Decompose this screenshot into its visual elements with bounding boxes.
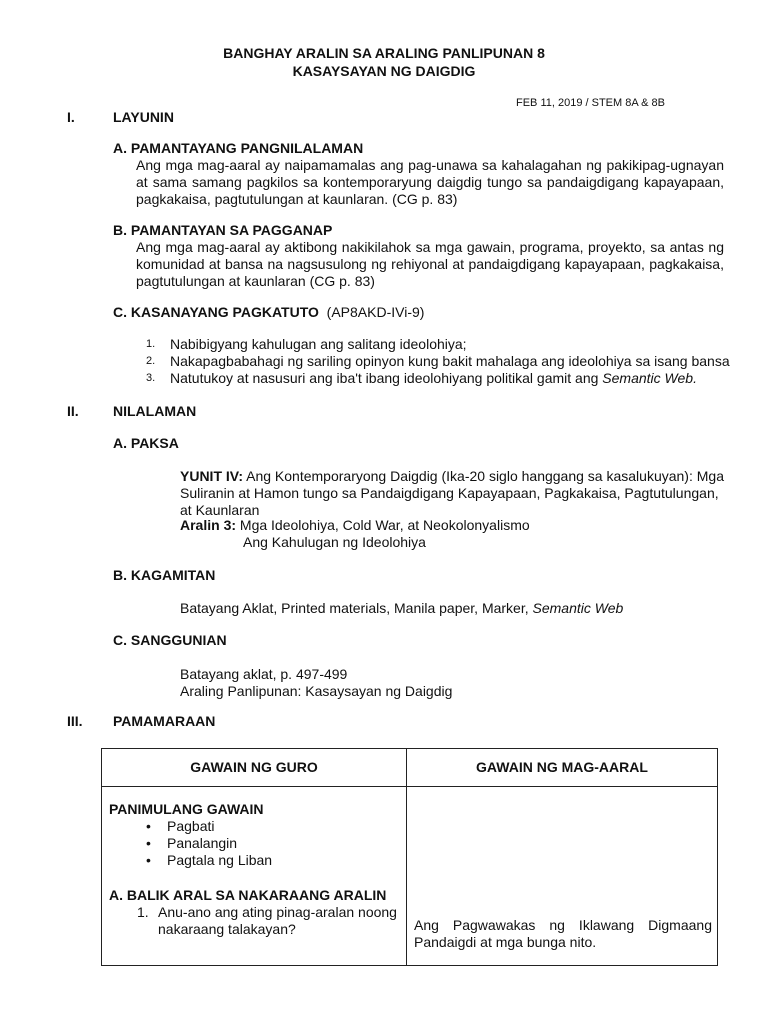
topic-lesson-sub: Ang Kahulugan ng Ideolohiya [243, 534, 426, 550]
section-1a-heading: A. PAMANTAYANG PANGNILALAMAN [113, 140, 364, 156]
section-2b-heading: B. KAGAMITAN [113, 567, 216, 583]
student-activity-cell [407, 787, 718, 966]
list-item: • Panalangin [146, 835, 238, 851]
topic-lesson: Aralin 3: Mga Ideolohiya, Cold War, at Neokolonyalismo [180, 517, 530, 533]
table-header-student: GAWAIN NG MAG-AARAL [407, 749, 718, 787]
section-2-title: NILALAMAN [113, 403, 197, 419]
objectives-list [137, 336, 730, 387]
section-1b-text: Ang mga mag-aaral ay aktibong nakikilahok sa mga gawain, programa, proyekto, sa antas ng komunidad at bansa na nagsusulong ng rehiyonal at pandaigdigang kapayapaan, pagkakaisa, pagtutulungan at kaunlaran (CG p. 83) [136, 239, 724, 289]
objective-item: 3. Natutukoy at nasusuri ang iba't ibang ideolohiyang politikal gamit ang Semantic Web. [146, 370, 697, 386]
section-1c-heading [113, 304, 424, 321]
review-question-number: 1. [137, 904, 149, 920]
list-item: • Pagtala ng Liban [146, 852, 273, 868]
document-title: BANGHAY ARALIN SA ARALING PANLIPUNAN 8 [223, 45, 545, 61]
competency-code: (AP8AKD-IVi-9) [326, 304, 425, 320]
opening-activity-list [102, 818, 402, 869]
materials-text: Batayang Aklat, Printed materials, Manila paper, Marker, Semantic Web [180, 600, 624, 616]
objective-item: 2. Nakapagbabahagi ng sariling opinyon kung bakit mahalaga ang ideolohiya sa isang bansa [146, 353, 730, 369]
date-line: FEB 11, 2019 / STEM 8A & 8B [516, 97, 665, 109]
student-answer: Ang Pagwawakas ng Iklawang Digmaang Pandaigdi at mga bunga nito. [414, 917, 712, 950]
opening-activity-heading: PANIMULANG GAWAIN [109, 801, 264, 817]
section-1a-text: Ang mga mag-aaral ay naipamamalas ang pag-unawa sa kahalagahan ng pakikipag-ugnayan at sama samang pagkilos sa kontemporaryung daigdig tungo sa pandaigdigang kapayapaan, pagkakaisa, pagtutulungan at kaunlaran. (CG p. 83) [136, 157, 724, 207]
section-3-number: III. [67, 713, 83, 729]
section-2a-heading: A. PAKSA [113, 435, 179, 451]
list-item: • Pagbati [146, 818, 215, 834]
review-question: Anu-ano ang ating pinag-aralan noong nakaraang talakayan? [158, 904, 397, 937]
section-1-number: I. [67, 109, 75, 125]
teacher-activity-cell [102, 787, 407, 966]
section-2c-heading: C. SANGGUNIAN [113, 632, 227, 648]
topic-unit: YUNIT IV: Ang Kontemporaryong Daigdig (Ika-20 siglo hanggang sa kasalukuyan): Mga Suliranin at Hamon tungo sa Pandaigdigang Kapayapaan, Pagkakaisa, Pagtutulungan, at Kaunlaran [180, 468, 724, 518]
document-subtitle: KASAYSAYAN NG DAIGDIG [292, 63, 476, 79]
reference-line-2: Araling Panlipunan: Kasaysayan ng Daigdig [180, 683, 453, 699]
table-header-teacher: GAWAIN NG GURO [102, 749, 407, 787]
objective-item: 1. Nabibigyang kahulugan ang salitang ideolohiya; [146, 336, 467, 352]
review-heading: A. BALIK ARAL SA NAKARAANG ARALIN [109, 887, 387, 903]
procedure-table [101, 748, 718, 966]
section-2-number: II. [67, 403, 79, 419]
section-1b-heading: B. PAMANTAYAN SA PAGGANAP [113, 222, 333, 238]
section-1c-label: C. KASANAYANG PAGKATUTO [113, 304, 319, 320]
reference-line-1: Batayang aklat, p. 497-499 [180, 666, 348, 682]
section-1-title: LAYUNIN [113, 109, 174, 125]
section-3-title: PAMAMARAAN [113, 713, 216, 729]
